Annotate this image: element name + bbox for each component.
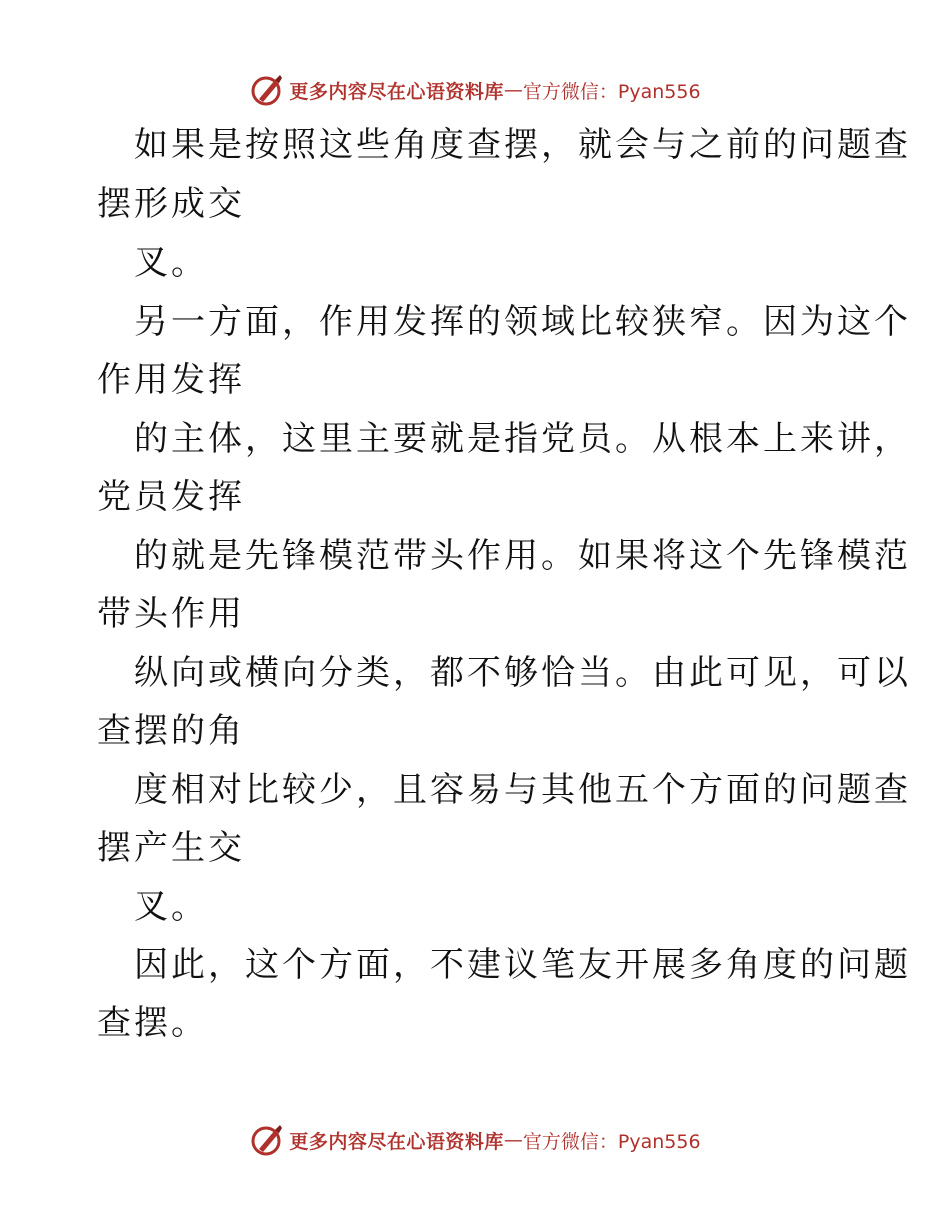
text-line: 另一方面，作用发挥的领域比较狭窄。因为这个 bbox=[97, 302, 911, 342]
header-banner-separator: — bbox=[503, 79, 523, 101]
text-line: 摆产生交 bbox=[97, 828, 245, 868]
header-banner bbox=[0, 70, 950, 110]
text-line: 的主体，这里主要就是指党员。从根本上来讲， bbox=[97, 419, 911, 459]
text-line: 叉。 bbox=[97, 243, 208, 283]
pen-logo-icon bbox=[249, 72, 285, 108]
text-line: 度相对比较少，且容易与其他五个方面的问题查 bbox=[97, 770, 911, 810]
footer-banner-wechat: 官方微信：Pyan556 bbox=[522, 1130, 701, 1153]
footer-banner bbox=[0, 1120, 950, 1160]
text-line: 的就是先锋模范带头作用。如果将这个先锋模范 bbox=[97, 536, 911, 576]
text-line: 查摆。 bbox=[97, 1003, 208, 1043]
text-line: 叉。 bbox=[97, 887, 208, 927]
header-banner-text: 更多内容尽在心语资料库 bbox=[289, 80, 504, 103]
footer-banner-text: 更多内容尽在心语资料库 bbox=[289, 1130, 504, 1153]
pen-logo-icon bbox=[249, 1122, 285, 1158]
header-banner-wechat: 官方微信：Pyan556 bbox=[522, 80, 701, 103]
text-line: 党员发挥 bbox=[97, 477, 245, 517]
footer-banner-separator: — bbox=[503, 1129, 523, 1151]
text-line: 如果是按照这些角度查摆，就会与之前的问题查 bbox=[97, 125, 911, 165]
text-line: 因此，这个方面，不建议笔友开展多角度的问题 bbox=[97, 945, 911, 985]
text-line: 带头作用 bbox=[97, 594, 245, 634]
text-line: 查摆的角 bbox=[97, 711, 245, 751]
text-line: 纵向或横向分类，都不够恰当。由此可见，可以 bbox=[97, 653, 911, 693]
text-line: 摆形成交 bbox=[97, 184, 245, 224]
text-line: 作用发挥 bbox=[97, 360, 245, 400]
